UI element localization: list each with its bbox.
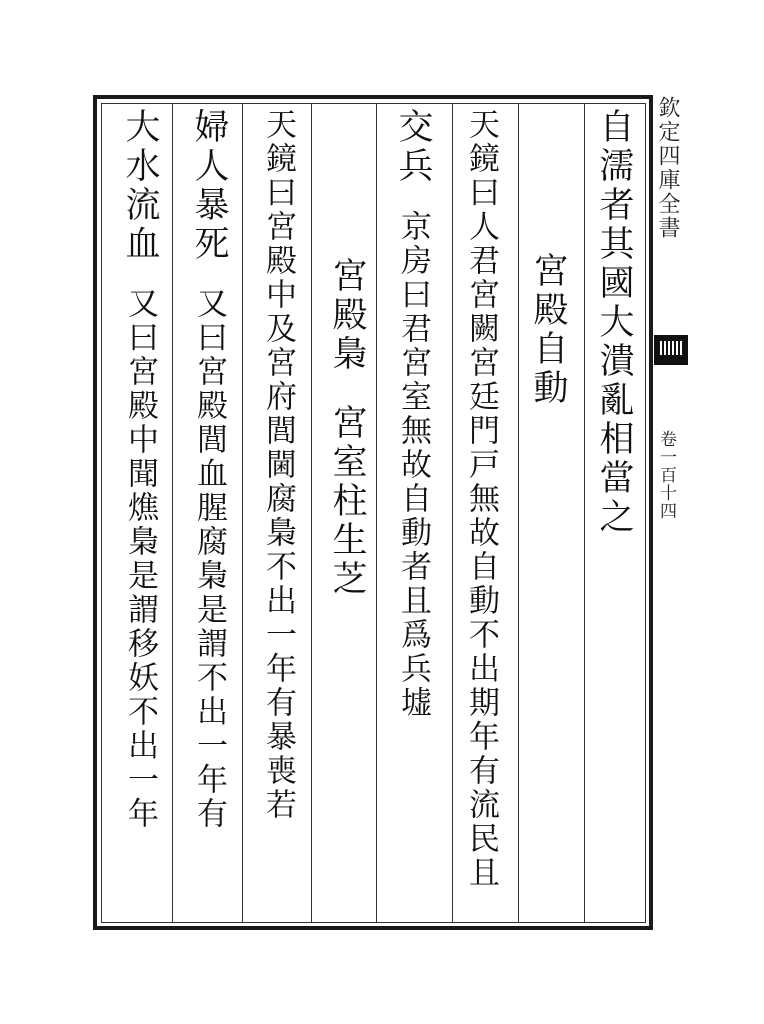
text-column-5: [325, 108, 373, 920]
section-heading: 宮殿梟: [327, 257, 367, 374]
column-note: 又曰宮殿中聞燋梟是謂移妖不出一年: [122, 287, 158, 831]
section-heading: 宮室柱生芝: [327, 404, 367, 599]
margin-book-title: 欽定四庫全書: [655, 96, 680, 240]
text-column-2: [526, 108, 574, 920]
column-text: 交兵: [393, 108, 433, 186]
column-text: 大水流血: [120, 108, 160, 264]
text-column-4: [391, 108, 439, 920]
column-rule: [242, 104, 243, 922]
column-text: 自濡者其國大潰亂相當之: [594, 108, 634, 537]
column-rule: [172, 104, 173, 922]
column-note: 又曰宮殿閭血腥腐梟是謂不出一年有: [191, 287, 227, 831]
column-note: 京房曰君宮室無故自動者且爲兵墟: [395, 210, 431, 720]
fish-tail-mark: [654, 335, 688, 365]
section-heading: 宮殿自動: [528, 252, 568, 408]
text-column-3: [459, 108, 507, 920]
text-column-6: [256, 108, 304, 920]
text-column-8: [118, 108, 166, 920]
column-rule: [518, 104, 519, 922]
text-column-7: [187, 108, 235, 920]
column-text: 天鏡曰人君宮闕宮廷門戸無故自動不出期年有流民且: [463, 108, 499, 890]
text-column-1: [592, 108, 640, 920]
column-text: 天鏡曰宮殿中及宮府閭閫腐梟不出一年有暴喪若: [260, 108, 296, 822]
juan-number: 卷一百十四: [656, 430, 676, 520]
column-rule: [376, 104, 377, 922]
column-rule: [452, 104, 453, 922]
column-rule: [584, 104, 585, 922]
column-text: 婦人暴死: [189, 108, 229, 264]
column-rule: [311, 104, 312, 922]
